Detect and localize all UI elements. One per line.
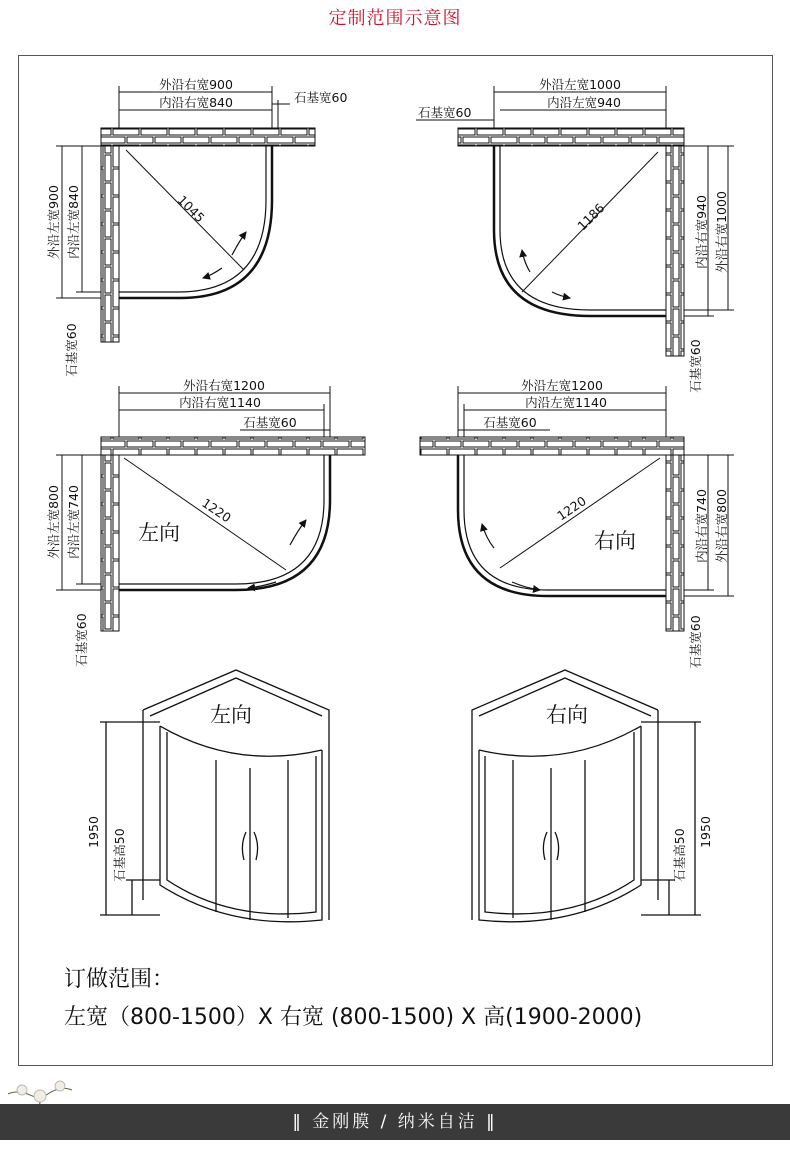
range-title: 订做范围：	[64, 967, 175, 992]
dim-stone-side: 石基宽60	[688, 615, 703, 669]
dim-stone-side: 石基宽60	[74, 613, 89, 667]
dim-outer-left: 外沿左宽800	[46, 485, 61, 559]
direction-label: 右向	[594, 529, 636, 553]
plan-top-left	[56, 86, 315, 342]
dim-outer-left: 外沿左宽1200	[521, 378, 603, 393]
dim-outer-left: 外沿左宽900	[46, 185, 61, 259]
dim-inner-left: 内沿左宽940	[547, 95, 621, 110]
dim-inner-left: 内沿左宽1140	[525, 395, 607, 410]
dim-diagonal: 1186	[574, 200, 608, 234]
dim-inner-right: 内沿右宽840	[159, 95, 233, 110]
dim-stone-height: 石基高50	[112, 828, 127, 882]
dim-outer-left: 外沿左宽1000	[539, 77, 621, 92]
dim-outer-right: 外沿右宽900	[159, 77, 233, 92]
dim-inner-left: 内沿左宽840	[66, 185, 81, 259]
dim-stone-top: 石基宽60	[294, 90, 348, 105]
dim-diagonal: 1045	[174, 192, 208, 226]
dim-height: 1950	[698, 816, 713, 848]
dim-stone-top: 石基宽60	[418, 105, 472, 120]
dim-outer-right: 外沿右宽1000	[714, 191, 729, 273]
dim-height: 1950	[86, 816, 101, 848]
dim-diagonal: 1220	[554, 493, 589, 524]
range-line: 左宽（800-1500）X 右宽 (800-1500) X 高(1900-2000)	[64, 1005, 643, 1030]
dim-stone-top: 石基宽60	[483, 415, 537, 430]
direction-label: 左向	[138, 521, 180, 545]
footer-text: ‖ 金刚膜 / 纳米自洁 ‖	[292, 1112, 498, 1132]
direction-label: 右向	[546, 703, 588, 727]
page-title: 定制范围示意图	[328, 8, 462, 29]
dim-outer-right: 外沿右宽1200	[183, 378, 265, 393]
dim-inner-right: 内沿右宽940	[694, 195, 709, 269]
dim-stone-height: 石基高50	[672, 828, 687, 882]
dim-inner-right: 内沿右宽1140	[179, 395, 261, 410]
dim-inner-right: 内沿右宽740	[694, 489, 709, 563]
dim-diagonal: 1220	[199, 495, 234, 526]
dim-stone-side: 石基宽60	[64, 323, 79, 377]
dim-stone-top: 石基宽60	[243, 415, 297, 430]
dim-stone-side: 石基宽60	[688, 339, 703, 393]
dim-outer-right: 外沿右宽800	[714, 489, 729, 563]
direction-label: 左向	[210, 703, 252, 727]
dim-inner-left: 内沿左宽740	[66, 485, 81, 559]
